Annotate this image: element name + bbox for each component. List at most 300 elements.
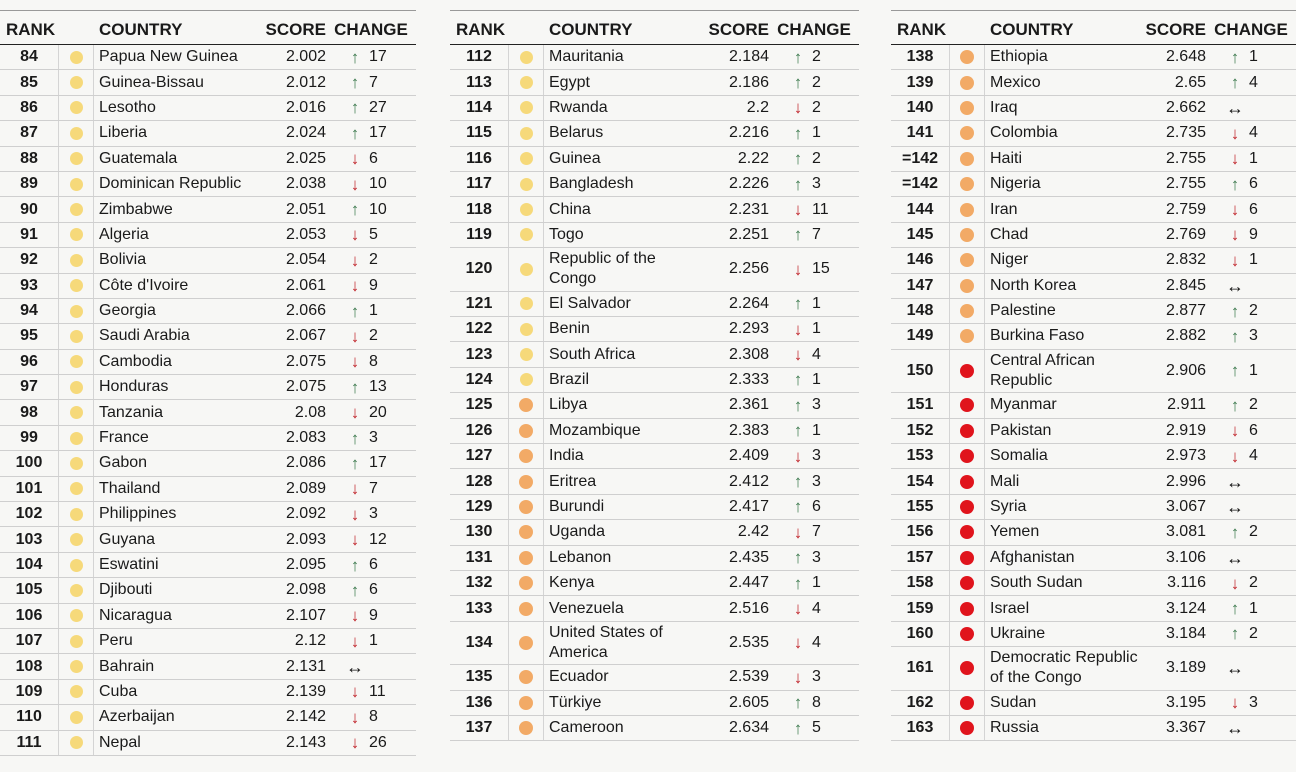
- country-cell: Ecuador: [549, 668, 609, 686]
- table-row: [450, 571, 859, 596]
- table-row: [0, 172, 416, 197]
- tier-cell: [949, 622, 985, 646]
- tier-dot-icon: [520, 127, 533, 140]
- change-value: 2: [1249, 574, 1258, 592]
- score-cell: 3.124: [1165, 599, 1206, 617]
- arrow-down-icon: ↓: [793, 319, 803, 339]
- score-cell: 2.107: [285, 606, 326, 624]
- tier-dot-icon: [960, 475, 974, 489]
- change-cell: [769, 260, 859, 278]
- header-score: SCORE: [708, 20, 769, 39]
- rank-cell: 94: [20, 302, 38, 320]
- change-value: 10: [369, 200, 387, 218]
- rank-cell: 131: [465, 548, 493, 566]
- tier-dot-icon: [960, 602, 974, 616]
- change-cell: [769, 226, 859, 244]
- tier-dot-icon: [519, 670, 533, 684]
- change-cell: [769, 150, 859, 168]
- change-value: 1: [812, 294, 821, 312]
- rank-cell: 91: [20, 225, 38, 243]
- score-cell: 2.093: [285, 530, 326, 548]
- tier-cell: [949, 444, 985, 468]
- score-cell: 2.264: [728, 294, 769, 312]
- change-cell: [326, 404, 416, 422]
- country-cell: Ethiopia: [990, 48, 1048, 66]
- change-cell: [326, 48, 416, 66]
- rank-cell: 97: [20, 378, 38, 396]
- change-value: 5: [369, 225, 378, 243]
- tier-dot-icon: [960, 398, 974, 412]
- tier-dot-icon: [520, 101, 533, 114]
- arrow-up-icon: ↑: [350, 47, 360, 67]
- score-cell: 2.845: [1165, 276, 1206, 294]
- arrow-down-icon: ↓: [350, 733, 360, 753]
- tier-cell: [949, 469, 985, 493]
- change-value: 1: [1249, 599, 1258, 617]
- table-row: [450, 121, 859, 146]
- change-value: 1: [812, 421, 821, 439]
- change-cell: [326, 708, 416, 726]
- change-cell: [326, 505, 416, 523]
- table-row: [450, 317, 859, 342]
- tier-dot-icon: [520, 297, 533, 310]
- tier-cell: [949, 546, 985, 570]
- change-cell: [1206, 150, 1296, 168]
- change-cell: [769, 124, 859, 142]
- tier-dot-icon: [70, 559, 83, 572]
- table-row: [450, 665, 859, 690]
- change-value: 1: [812, 370, 821, 388]
- country-cell: Central African Republic: [990, 351, 1095, 389]
- tier-dot-icon: [70, 127, 83, 140]
- table-row: [891, 299, 1296, 324]
- table-row: [891, 495, 1296, 520]
- arrow-down-icon: ↓: [350, 707, 360, 727]
- tier-cell: [508, 96, 544, 120]
- arrow-left-right-icon: ↔: [1226, 547, 1244, 568]
- change-cell: [769, 371, 859, 389]
- change-cell: [326, 353, 416, 371]
- score-cell: 2.973: [1165, 447, 1206, 465]
- score-cell: 2.361: [728, 396, 769, 414]
- tier-cell: [58, 172, 94, 196]
- change-value: 3: [812, 472, 821, 490]
- rank-cell: 92: [20, 251, 38, 269]
- country-cell: Bolivia: [99, 251, 147, 269]
- tier-dot-icon: [519, 500, 533, 514]
- change-value: 11: [369, 682, 386, 700]
- tier-cell: [949, 197, 985, 221]
- score-cell: 2.539: [728, 668, 769, 686]
- table-row: [0, 604, 416, 629]
- tier-dot-icon: [960, 152, 974, 166]
- arrow-down-icon: ↓: [793, 667, 803, 687]
- tier-dot-icon: [520, 373, 533, 386]
- tier-dot-icon: [960, 203, 974, 217]
- tier-dot-icon: [70, 228, 83, 241]
- country-cell: Nicaragua: [99, 606, 172, 624]
- tier-dot-icon: [70, 584, 83, 597]
- country-cell: Liberia: [99, 124, 148, 142]
- tier-dot-icon: [70, 482, 83, 495]
- tier-cell: [949, 223, 985, 247]
- score-cell: 2.095: [285, 556, 326, 573]
- tier-cell: [949, 45, 985, 69]
- score-cell: 2.662: [1165, 98, 1206, 116]
- rank-cell: 136: [465, 693, 493, 711]
- rank-cell: 101: [15, 479, 43, 497]
- arrow-down-icon: ↓: [350, 149, 360, 169]
- tier-cell: [58, 96, 94, 120]
- tier-cell: [949, 596, 985, 620]
- table-row: [891, 121, 1296, 146]
- header-spacer: [508, 11, 544, 40]
- tier-dot-icon: [70, 609, 83, 622]
- header-rank: RANK: [6, 20, 56, 39]
- score-cell: 2.2: [746, 98, 769, 116]
- score-cell: 2.066: [285, 302, 326, 320]
- tier-cell: [949, 647, 985, 690]
- country-cell: Burkina Faso: [990, 327, 1085, 345]
- table-row: [0, 324, 416, 349]
- change-value: 17: [369, 124, 387, 142]
- table-row: [891, 96, 1296, 121]
- tier-cell: [58, 299, 94, 323]
- score-cell: 2.293: [728, 320, 769, 338]
- score-cell: 2.053: [285, 225, 326, 243]
- table-row: [0, 731, 416, 756]
- score-cell: 2.142: [285, 708, 326, 726]
- rank-cell: 84: [20, 48, 38, 66]
- header-score: SCORE: [265, 20, 326, 39]
- tier-dot-icon: [519, 721, 533, 735]
- change-cell: [326, 531, 416, 549]
- country-cell: Yemen: [990, 523, 1040, 541]
- tier-cell: [58, 375, 94, 399]
- tier-dot-icon: [520, 348, 533, 361]
- tier-dot-icon: [960, 500, 974, 514]
- country-cell: Guyana: [99, 530, 156, 548]
- arrow-down-icon: ↓: [350, 276, 360, 296]
- rank-cell: 109: [15, 682, 43, 700]
- arrow-left-right-icon: ↔: [1226, 275, 1244, 296]
- rank-cell: 135: [465, 668, 493, 686]
- tier-dot-icon: [70, 635, 83, 648]
- arrow-up-icon: ↑: [350, 123, 360, 143]
- tier-dot-icon: [519, 551, 533, 565]
- change-cell: [326, 658, 416, 676]
- country-cell: United States of America: [549, 623, 663, 661]
- table-row: [0, 477, 416, 502]
- change-value: 2: [1249, 624, 1258, 642]
- change-value: 8: [369, 352, 378, 370]
- tier-cell: [58, 731, 94, 755]
- table-row: [891, 350, 1296, 394]
- country-cell: Gabon: [99, 454, 148, 472]
- change-value: 2: [812, 73, 821, 91]
- tier-cell: [949, 121, 985, 145]
- change-cell: [326, 201, 416, 219]
- tier-cell: [508, 546, 544, 570]
- change-value: 6: [369, 556, 378, 573]
- tier-dot-icon: [70, 381, 83, 394]
- change-cell: [1206, 277, 1296, 295]
- tier-dot-icon: [70, 51, 83, 64]
- tier-cell: [58, 705, 94, 729]
- change-cell: [769, 694, 859, 712]
- tier-cell: [58, 274, 94, 298]
- rank-cell: 129: [465, 497, 493, 515]
- country-cell: Mozambique: [549, 421, 641, 439]
- arrow-down-icon: ↓: [350, 174, 360, 194]
- tier-dot-icon: [519, 576, 533, 590]
- country-cell: Cameroon: [549, 719, 624, 737]
- tier-cell: [508, 317, 544, 341]
- change-value: 3: [1249, 327, 1258, 345]
- tier-cell: [508, 121, 544, 145]
- tier-cell: [508, 419, 544, 443]
- arrow-up-icon: ↑: [350, 555, 360, 575]
- tier-cell: [58, 451, 94, 475]
- tier-cell: [508, 342, 544, 366]
- change-cell: [326, 124, 416, 142]
- country-cell: Cuba: [99, 682, 138, 700]
- change-cell: [326, 632, 416, 650]
- score-cell: 3.067: [1165, 497, 1206, 515]
- rank-cell: 150: [906, 361, 934, 379]
- country-cell: Türkiye: [549, 693, 602, 711]
- tier-cell: [58, 70, 94, 94]
- arrow-left-right-icon: ↔: [1226, 718, 1244, 739]
- change-cell: [326, 302, 416, 320]
- table-row: [0, 629, 416, 654]
- header-country: COUNTRY: [99, 20, 183, 39]
- tier-cell: [508, 223, 544, 247]
- rank-cell: 116: [466, 149, 492, 167]
- change-cell: [769, 719, 859, 737]
- change-cell: [1206, 48, 1296, 66]
- rank-cell: 96: [20, 352, 38, 370]
- header-spacer: [58, 11, 94, 40]
- country-cell: Ukraine: [990, 624, 1046, 642]
- table-row: [891, 647, 1296, 691]
- change-cell: [1206, 124, 1296, 142]
- rank-cell: 117: [466, 175, 492, 193]
- score-cell: 2.42: [737, 523, 769, 541]
- change-value: 15: [812, 260, 830, 278]
- score-cell: 2.22: [737, 149, 769, 167]
- change-cell: [1206, 99, 1296, 117]
- table-row: [450, 546, 859, 571]
- table-header: [450, 11, 859, 45]
- table-row: [891, 546, 1296, 571]
- score-cell: 2.256: [728, 260, 769, 278]
- tier-dot-icon: [960, 661, 974, 675]
- rank-cell: 154: [906, 472, 934, 490]
- score-cell: 2.131: [285, 657, 326, 675]
- score-cell: 2.051: [285, 200, 326, 218]
- score-cell: 2.832: [1165, 251, 1206, 269]
- tier-dot-icon: [70, 101, 83, 114]
- score-cell: 2.012: [285, 73, 326, 91]
- table-row: [891, 172, 1296, 197]
- arrow-up-icon: ↑: [350, 453, 360, 473]
- score-cell: 2.333: [728, 370, 769, 388]
- table-row: [450, 520, 859, 545]
- arrow-down-icon: ↓: [793, 446, 803, 466]
- arrow-up-icon: ↑: [1230, 624, 1240, 644]
- header-rank: RANK: [897, 20, 947, 39]
- table-row: [891, 393, 1296, 418]
- tier-cell: [58, 654, 94, 678]
- tier-cell: [949, 172, 985, 196]
- change-cell: [1206, 422, 1296, 440]
- tier-cell: [508, 691, 544, 715]
- arrow-down-icon: ↓: [793, 98, 803, 118]
- change-value: 27: [369, 98, 387, 116]
- rank-cell: 141: [906, 124, 934, 142]
- rank-cell: 127: [465, 447, 493, 465]
- tier-dot-icon: [960, 449, 974, 463]
- country-cell: India: [549, 447, 584, 465]
- change-value: 6: [1249, 421, 1258, 439]
- arrow-down-icon: ↓: [793, 599, 803, 618]
- tier-cell: [58, 400, 94, 424]
- arrow-down-icon: ↓: [350, 352, 360, 372]
- change-cell: [326, 327, 416, 345]
- tier-dot-icon: [70, 406, 83, 419]
- tier-dot-icon: [519, 449, 533, 463]
- table-row: [891, 716, 1296, 741]
- tier-dot-icon: [519, 424, 533, 438]
- change-cell: [326, 150, 416, 168]
- tier-cell: [508, 571, 544, 595]
- change-value: 4: [812, 599, 821, 617]
- table-row: [450, 70, 859, 95]
- arrow-up-icon: ↑: [793, 370, 803, 390]
- rankings-table-1: [0, 10, 416, 756]
- rank-cell: 99: [20, 429, 38, 447]
- tier-dot-icon: [960, 279, 974, 293]
- score-cell: 2.098: [285, 581, 326, 599]
- arrow-down-icon: ↓: [793, 200, 803, 220]
- header-country: COUNTRY: [990, 20, 1074, 39]
- country-cell: Mexico: [990, 73, 1041, 91]
- arrow-left-right-icon: ↔: [346, 656, 364, 677]
- arrow-down-icon: ↓: [350, 403, 360, 423]
- rank-cell: 108: [15, 657, 43, 675]
- tier-cell: [508, 622, 544, 665]
- change-cell: [326, 556, 416, 574]
- score-cell: 2.735: [1165, 124, 1206, 142]
- tier-cell: [58, 223, 94, 247]
- table-row: [0, 426, 416, 451]
- table-row: [0, 654, 416, 679]
- change-value: 1: [1249, 149, 1258, 167]
- rankings-table-3: [891, 10, 1296, 741]
- table-row: [891, 419, 1296, 444]
- tier-cell: [58, 527, 94, 551]
- change-value: 4: [1249, 73, 1258, 91]
- change-cell: [769, 320, 859, 338]
- tier-cell: [508, 172, 544, 196]
- tier-dot-icon: [70, 685, 83, 698]
- table-row: [0, 680, 416, 705]
- country-cell: Syria: [990, 497, 1027, 515]
- change-value: 13: [369, 378, 387, 396]
- score-cell: 2.634: [728, 719, 769, 737]
- score-cell: 2.184: [728, 48, 769, 66]
- change-value: 7: [369, 479, 378, 497]
- change-cell: [326, 74, 416, 92]
- rank-cell: 157: [906, 548, 934, 566]
- table-row: [0, 451, 416, 476]
- change-cell: [769, 99, 859, 117]
- rank-cell: 93: [20, 276, 38, 294]
- change-cell: [326, 607, 416, 625]
- change-value: 5: [812, 719, 821, 737]
- table-header: [891, 11, 1296, 45]
- country-cell: Democratic Republic of the Congo: [990, 649, 1138, 687]
- rank-cell: 138: [906, 48, 934, 66]
- score-cell: 2.516: [728, 599, 769, 617]
- tier-cell: [508, 248, 544, 291]
- country-cell: Haiti: [990, 149, 1023, 167]
- arrow-down-icon: ↓: [793, 259, 803, 279]
- table-row: [450, 622, 859, 666]
- arrow-up-icon: ↑: [793, 294, 803, 314]
- arrow-up-icon: ↑: [793, 693, 803, 713]
- header-country: COUNTRY: [549, 20, 633, 39]
- arrow-up-icon: ↑: [793, 497, 803, 517]
- change-value: 2: [1249, 302, 1258, 320]
- change-value: 6: [369, 149, 378, 167]
- rank-cell: 160: [906, 624, 934, 642]
- table-row: [0, 578, 416, 603]
- country-cell: Kenya: [549, 574, 595, 592]
- change-cell: [1206, 362, 1296, 380]
- country-cell: Belarus: [549, 124, 604, 142]
- tier-dot-icon: [960, 177, 974, 191]
- tier-dot-icon: [520, 228, 533, 241]
- score-cell: 2.919: [1165, 421, 1206, 439]
- rank-cell: 112: [466, 48, 492, 66]
- change-value: 6: [1249, 200, 1258, 218]
- change-cell: [1206, 251, 1296, 269]
- change-cell: [769, 668, 859, 686]
- arrow-up-icon: ↑: [350, 200, 360, 220]
- change-cell: [1206, 625, 1296, 643]
- rank-cell: 128: [465, 472, 493, 490]
- table-row: [0, 70, 416, 95]
- rank-cell: 102: [15, 505, 43, 523]
- arrow-down-icon: ↓: [350, 606, 360, 626]
- tier-dot-icon: [70, 76, 83, 89]
- change-value: 2: [1249, 396, 1258, 414]
- score-cell: 2.409: [728, 447, 769, 465]
- change-value: 4: [1249, 447, 1258, 465]
- change-value: 2: [812, 98, 821, 116]
- arrow-up-icon: ↑: [350, 301, 360, 321]
- tier-dot-icon: [70, 432, 83, 445]
- country-cell: Lebanon: [549, 548, 612, 566]
- score-cell: 3.081: [1165, 523, 1206, 541]
- country-cell: Uganda: [549, 523, 606, 541]
- score-cell: 2.383: [728, 421, 769, 439]
- change-value: 3: [812, 548, 821, 566]
- tier-dot-icon: [70, 152, 83, 165]
- tier-cell: [58, 578, 94, 602]
